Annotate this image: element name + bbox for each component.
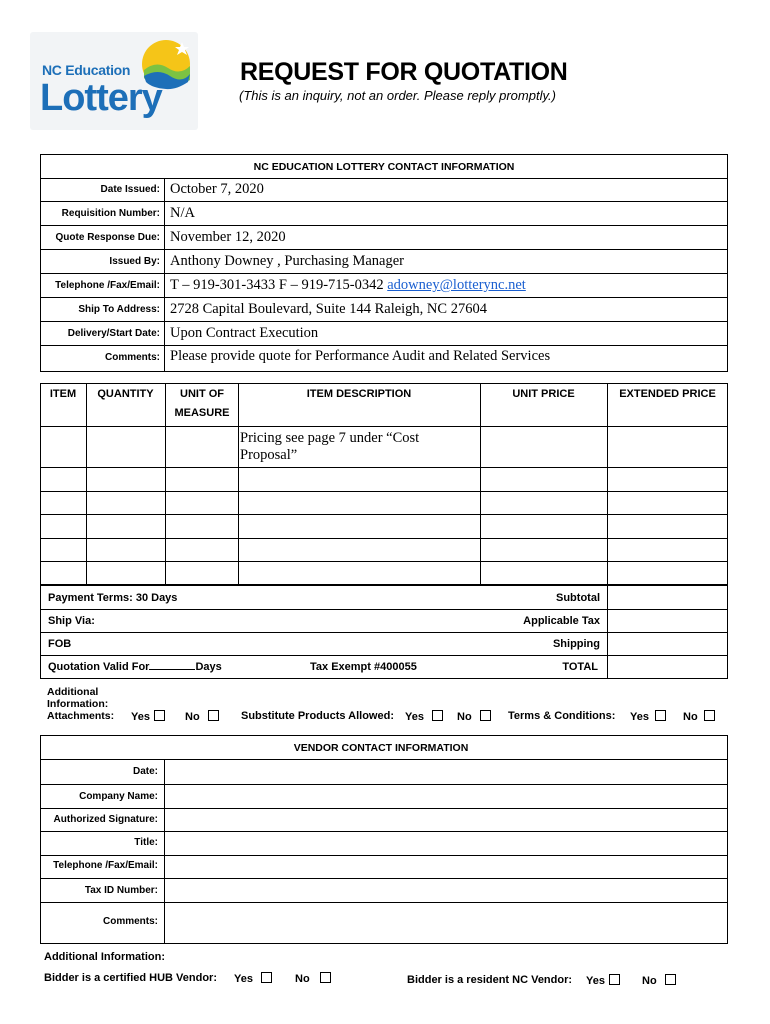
- hub-no[interactable]: [295, 972, 331, 985]
- quotation-valid-field: [48, 661, 222, 673]
- vendor-taxid-input[interactable]: [166, 880, 726, 901]
- issued-by-label: Issued By:: [109, 256, 160, 267]
- ship-to-address-label: Ship To Address:: [78, 304, 160, 315]
- terms-conditions-label: Terms & Conditions:: [508, 710, 616, 722]
- hub-vendor-label: Bidder is a certified HUB Vendor:: [44, 972, 217, 984]
- vendor-signature-input[interactable]: [166, 810, 726, 830]
- resident-yes-checkbox[interactable]: [609, 974, 620, 985]
- vendor-comments-input[interactable]: [166, 904, 726, 942]
- hub-yes[interactable]: [234, 972, 272, 985]
- requisition-number-label: Requisition Number:: [61, 208, 160, 219]
- tax-exempt: Tax Exempt #400055: [310, 661, 417, 673]
- col-item: ITEM: [49, 388, 77, 400]
- date-issued-label: Date Issued:: [100, 184, 160, 195]
- applicable-tax-label: Applicable Tax: [523, 615, 600, 627]
- resident-yes[interactable]: [586, 974, 620, 987]
- attachments-no-checkbox[interactable]: [208, 710, 219, 721]
- quotation-valid-days-input[interactable]: [149, 669, 195, 670]
- substitute-no-label: No: [457, 711, 472, 723]
- terms-yes-label: Yes: [630, 711, 649, 723]
- substitute-yes-label: Yes: [405, 711, 424, 723]
- hub-yes-checkbox[interactable]: [261, 972, 272, 983]
- delivery-start-date-value: Upon Contract Execution: [170, 325, 319, 341]
- ship-via-label: Ship Via:: [48, 615, 95, 627]
- vendor-telephone-input[interactable]: [166, 857, 726, 877]
- vendor-signature-label: Authorized Signature:: [53, 814, 158, 825]
- col-unit-of-measure: UNIT OF MEASURE: [174, 388, 230, 419]
- hub-no-label: No: [295, 973, 310, 985]
- quotation-valid-suffix: Days: [195, 661, 222, 673]
- shipping-label: Shipping: [552, 638, 600, 650]
- vendor-company-input[interactable]: [166, 786, 726, 807]
- attachments-yes-checkbox[interactable]: [154, 710, 165, 721]
- terms-yes-checkbox[interactable]: [655, 710, 666, 721]
- comments-label: Comments:: [104, 352, 160, 363]
- payment-terms: Payment Terms: 30 Days: [48, 592, 178, 604]
- col-extended-price: EXTENDED PRICE: [619, 388, 716, 400]
- resident-no-label: No: [642, 975, 657, 987]
- hub-no-checkbox[interactable]: [320, 972, 331, 983]
- comments-value: Please provide quote for Performance Audit and Related Services: [170, 348, 551, 364]
- vendor-title-label: Title:: [134, 837, 158, 848]
- vendor-heading: VENDOR CONTACT INFORMATION: [293, 742, 469, 754]
- email-link[interactable]: adowney@lotterync.net: [387, 277, 526, 293]
- terms-no[interactable]: [683, 710, 715, 723]
- date-issued-value: October 7, 2020: [170, 181, 264, 197]
- vendor-date-input[interactable]: [166, 761, 726, 783]
- col-quantity: QUANTITY: [97, 388, 154, 400]
- substitute-products-label: Substitute Products Allowed:: [241, 710, 394, 722]
- additional-label-line2: Information:: [47, 698, 109, 710]
- hub-yes-label: Yes: [234, 973, 253, 985]
- attachments-label: Attachments:: [47, 710, 115, 722]
- attachments-no[interactable]: [185, 710, 219, 723]
- substitute-no[interactable]: [457, 710, 491, 723]
- vendor-date-label: Date:: [132, 766, 158, 777]
- vendor-telephone-label: Telephone /Fax/Email:: [53, 860, 158, 871]
- additional-label-line1: Additional: [47, 686, 99, 698]
- phone-fax-text: T – 919-301-3433 F – 919-715-0342: [170, 277, 384, 293]
- substitute-yes[interactable]: [405, 710, 443, 723]
- vendor-taxid-label: Tax ID Number:: [84, 885, 158, 896]
- contact-heading: NC EDUCATION LOTTERY CONTACT INFORMATION: [253, 161, 515, 173]
- terms-no-checkbox[interactable]: [704, 710, 715, 721]
- attachments-yes[interactable]: [131, 710, 165, 723]
- page-title: REQUEST FOR QUOTATION: [240, 58, 568, 86]
- page-subtitle: (This is an inquiry, not an order. Please reply promptly.): [239, 88, 556, 103]
- delivery-start-date-label: Delivery/Start Date:: [67, 328, 160, 339]
- logo-line1: NC Education: [42, 62, 131, 78]
- total-label: TOTAL: [562, 661, 598, 673]
- telephone-fax-email-value: [170, 277, 526, 294]
- resident-no-checkbox[interactable]: [665, 974, 676, 985]
- quote-response-due-value: November 12, 2020: [170, 229, 286, 245]
- issued-by-value: Anthony Downey , Purchasing Manager: [170, 253, 404, 269]
- terms-no-label: No: [683, 711, 698, 723]
- requisition-number-value: N/A: [170, 205, 195, 221]
- nc-education-lottery-logo: [30, 32, 198, 130]
- telephone-fax-email-label: Telephone /Fax/Email:: [55, 280, 160, 291]
- ship-to-address-value: 2728 Capital Boulevard, Suite 144 Raleigh, NC 27604: [170, 301, 487, 317]
- col-item-description: ITEM DESCRIPTION: [306, 388, 412, 400]
- quotation-valid-prefix: Quotation Valid For: [48, 661, 150, 673]
- subtotal-label: Subtotal: [556, 592, 600, 604]
- resident-yes-label: Yes: [586, 975, 605, 987]
- footer-heading: Additional Information:: [44, 951, 165, 963]
- logo-line2: Lottery: [40, 77, 162, 119]
- vendor-title-input[interactable]: [166, 833, 726, 854]
- substitute-yes-checkbox[interactable]: [432, 710, 443, 721]
- resident-no[interactable]: [642, 974, 676, 987]
- terms-yes[interactable]: [630, 710, 666, 723]
- vendor-comments-label: Comments:: [102, 916, 158, 927]
- item-description-value: Pricing see page 7 under “Cost Proposal”: [240, 430, 420, 463]
- quote-response-due-label: Quote Response Due:: [55, 232, 160, 243]
- attachments-no-label: No: [185, 711, 200, 723]
- vendor-company-label: Company Name:: [79, 791, 158, 802]
- fob-label: FOB: [48, 638, 72, 650]
- col-unit-price: UNIT PRICE: [512, 388, 575, 400]
- resident-vendor-label: Bidder is a resident NC Vendor:: [407, 974, 573, 986]
- attachments-yes-label: Yes: [131, 711, 150, 723]
- substitute-no-checkbox[interactable]: [480, 710, 491, 721]
